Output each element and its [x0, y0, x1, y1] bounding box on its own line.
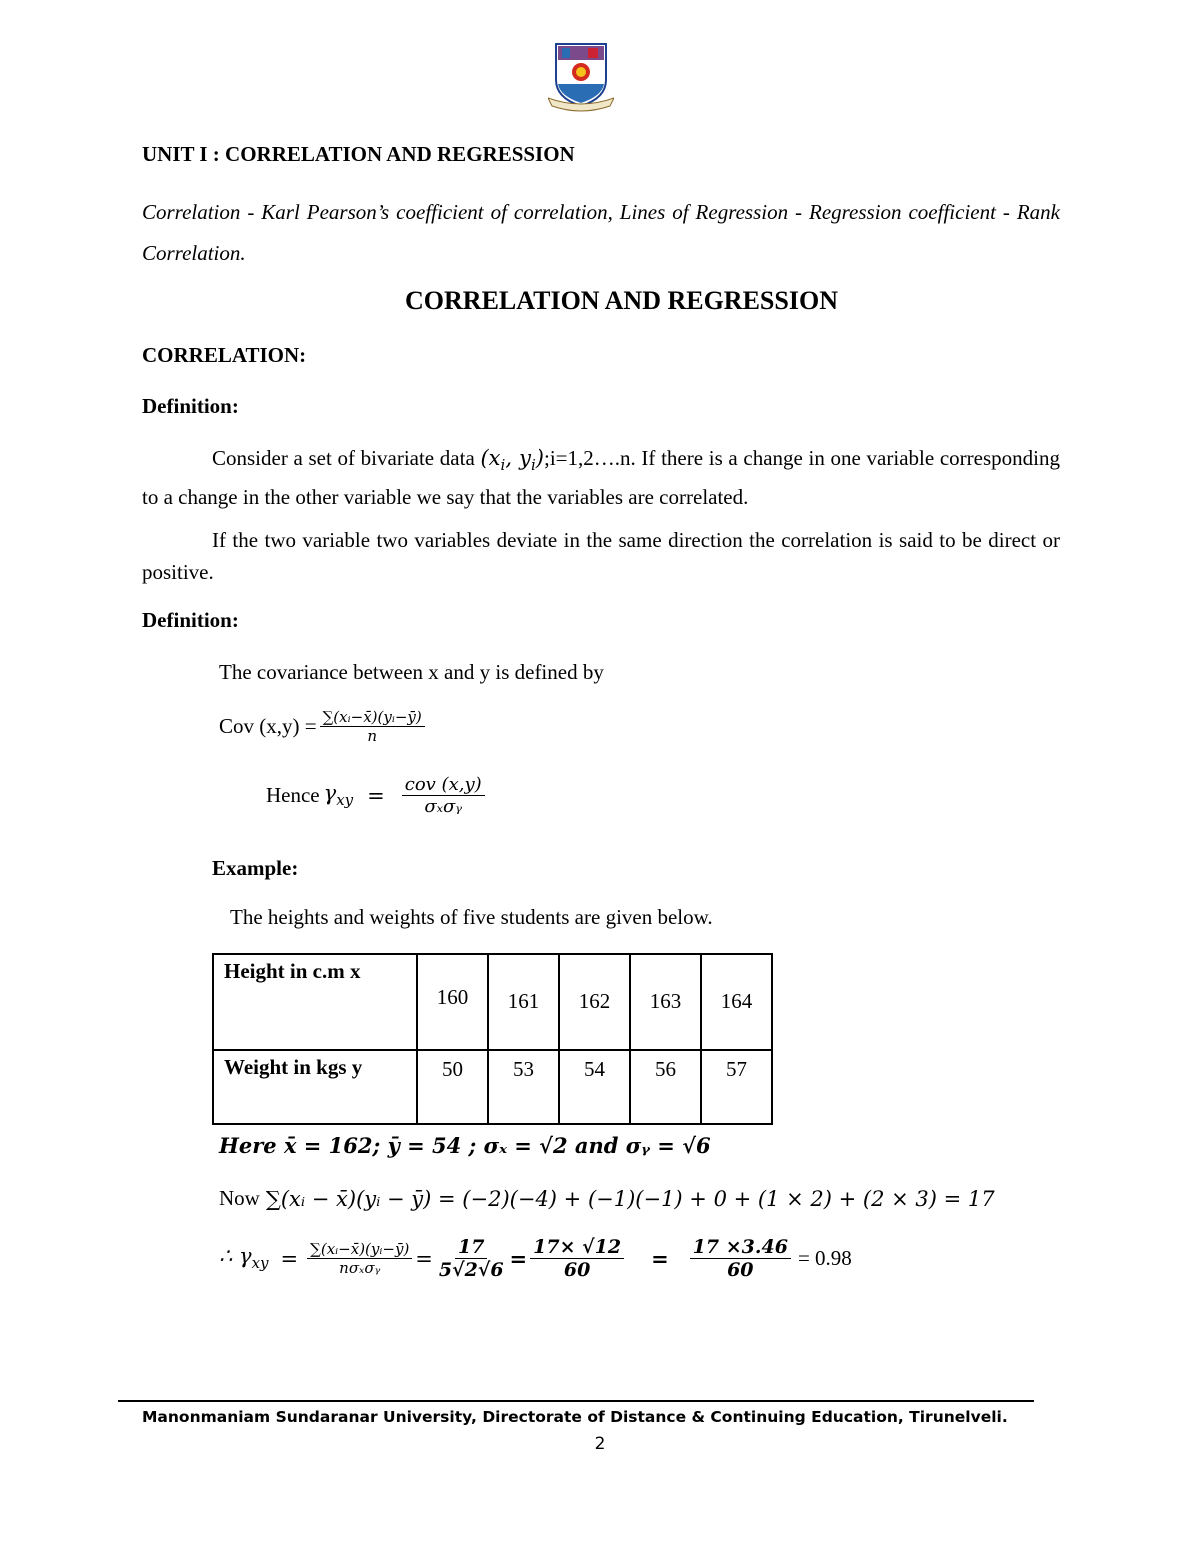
table-row — [213, 1050, 772, 1124]
example-label: Example: — [212, 856, 299, 880]
footer-divider — [118, 1400, 1034, 1402]
equals-1: = — [280, 1246, 299, 1271]
fraction-1-numerator: ∑(xᵢ−x̄)(yᵢ−ȳ) — [307, 1240, 412, 1259]
table-cell: 161 — [488, 954, 559, 1050]
equals-3: = — [509, 1246, 528, 1271]
fraction-3 — [530, 1236, 624, 1281]
cov-fraction — [320, 708, 425, 745]
fraction-2-numerator: 17 — [455, 1236, 487, 1259]
definition-paragraph-1 — [142, 442, 1060, 513]
now-line — [219, 1186, 995, 1211]
para1-text-b: ;i=1,2….n. If there is a change in one variable corresponding to a change in the other variable we say that the variables are correlated. — [142, 446, 1060, 510]
fraction-4-numerator: 17 ×3.46 — [690, 1236, 791, 1259]
correlation-denominator: σₓσᵧ — [424, 796, 463, 817]
table-cell: 57 — [701, 1050, 772, 1124]
bivariate-math: ($x_i$, $y_i$) — [480, 446, 544, 475]
table-cell: 53 — [488, 1050, 559, 1124]
para1-text-a: Consider a set of bivariate data — [212, 446, 481, 470]
fraction-2 — [436, 1236, 507, 1281]
covariance-intro: The covariance between x and y is defined by — [219, 660, 604, 684]
definition-label-1: Definition: — [142, 394, 239, 418]
now-expression: ∑(xᵢ − x̄)(yᵢ − ȳ) = (−2)(−4) + (−1)(−1) + 0 + (1 × 2) + (2 × 3) = 17 — [265, 1186, 995, 1211]
correlation-fraction — [402, 774, 485, 817]
row-header-height: Height in c.m x — [213, 954, 417, 1050]
equals-sign: = — [367, 783, 385, 808]
table-cell: 56 — [630, 1050, 701, 1124]
fraction-4 — [690, 1236, 791, 1281]
result-value: = 0.98 — [797, 1246, 852, 1270]
cov-lhs: Cov (x,y) = — [219, 714, 317, 738]
unit-title: UNIT I : CORRELATION AND REGRESSION — [142, 142, 575, 166]
table-row — [213, 954, 772, 1050]
example-intro: The heights and weights of five students are given below. — [230, 905, 713, 929]
definition-label-2: Definition: — [142, 608, 239, 632]
fraction-1-denominator: nσₓσᵧ — [339, 1259, 381, 1277]
gamma-symbol: $\gamma_{xy}$ — [323, 781, 354, 810]
equals-4: = — [651, 1246, 669, 1271]
table-cell: 54 — [559, 1050, 630, 1124]
syllabus-text: Correlation - Karl Pearson’s coefficient of correlation, Lines of Regression - Regression coefficient - Rank Correlation. — [142, 200, 1060, 265]
university-logo — [548, 40, 614, 112]
therefore-line — [219, 1236, 852, 1281]
correlation-numerator: cov (x,y) — [402, 774, 485, 796]
equals-2: = — [415, 1246, 433, 1271]
page-number: 2 — [594, 1434, 606, 1454]
now-label: Now — [219, 1186, 260, 1210]
hence-label: Hence — [266, 783, 320, 807]
correlation-formula — [266, 774, 488, 817]
table-cell: 164 — [701, 954, 772, 1050]
row-header-weight: Weight in kgs y — [213, 1050, 417, 1124]
fraction-3-denominator: 60 — [563, 1259, 591, 1281]
cov-numerator: ∑(xᵢ−x̄)(yᵢ−ȳ) — [320, 708, 425, 727]
height-weight-table — [212, 953, 773, 1125]
table-cell: 163 — [630, 954, 701, 1050]
table-cell: 160 — [417, 954, 488, 1050]
therefore-gamma: ∴ $\gamma_{xy}$ — [219, 1244, 269, 1273]
table-cell: 50 — [417, 1050, 488, 1124]
fraction-1 — [307, 1240, 412, 1277]
definition-paragraph-2: If the two variable two variables deviate in the same direction the correlation is said to be direct or positive. — [142, 528, 1060, 584]
fraction-2-denominator: 5√2√6 — [438, 1259, 504, 1281]
footer-text: Manonmaniam Sundaranar University, Directorate of Distance & Continuing Education, Tirunelveli. — [142, 1408, 1008, 1426]
here-line: Here x̄ = 162; ȳ = 54 ; σₓ = √2 and σᵧ = √6 — [219, 1133, 711, 1158]
section-heading: CORRELATION: — [142, 343, 307, 367]
main-heading: CORRELATION AND REGRESSION — [405, 286, 838, 315]
fraction-4-denominator: 60 — [727, 1259, 754, 1281]
fraction-3-numerator: 17× √12 — [530, 1236, 624, 1259]
table-cell: 162 — [559, 954, 630, 1050]
covariance-formula — [219, 708, 428, 745]
cov-denominator: n — [367, 727, 377, 745]
